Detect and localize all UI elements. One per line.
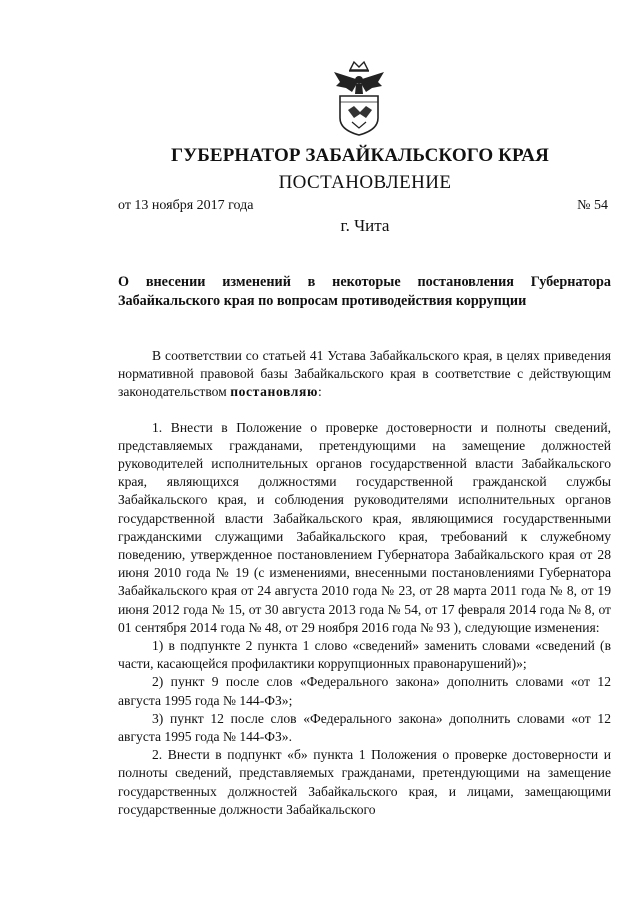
document-subject: О внесении изменений в некоторые постановления Губернатора Забайкальского края по вопросам противодействия коррупции	[118, 274, 611, 309]
preamble-end: :	[317, 384, 322, 400]
item-1-2-paragraph: 2) пункт 9 после слов «Федерального закона» дополнить словами «от 12 августа 1995 года № 144-ФЗ»;	[118, 674, 611, 708]
item-1-3-paragraph: 3) пункт 12 после слов «Федерального закона» дополнить словами «от 12 августа 1995 года № 144-ФЗ».	[118, 710, 611, 745]
preamble-action: постановляю	[230, 384, 318, 400]
preamble-text: В соответствии со статьей 41 Устава Забайкальского края, в целях приведения нормативной правовой базы Забайкальского края в соответствие с действующим законодательством	[118, 348, 611, 400]
document-type: ПОСТАНОВЛЕНИЕ	[278, 172, 452, 193]
document-date: от 13 ноября 2017 года	[118, 198, 254, 213]
item-2-paragraph: 2. Внести в подпункт «б» пункта 1 Положения о проверке достоверности и полноты сведений, представляемых гражданами, претендующими на замещение государственных должностей Забайкальского края, и лицами, замещающими государственные должности Забайкальского	[118, 747, 611, 817]
authority-title: ГУБЕРНАТОР ЗАБАЙКАЛЬСКОГО КРАЯ	[171, 145, 549, 166]
document-number: № 54	[577, 198, 608, 213]
document-body	[118, 347, 611, 819]
coat-of-arms-icon	[330, 58, 388, 138]
preamble-paragraph	[118, 347, 611, 402]
item-1-paragraph: 1. Внести в Положение о проверке достоверности и полноты сведений, представляемых гражданами, претендующими на замещение должностей руководителей исполнительных органов государственной власти Забайкальского края, являющихся должностями государственной гражданской службы Забайкальского края, и соблюдения руководителями исполнительных органов государственной власти Забайкальского края, являющимися государственными гражданскими служащими Забайкальского края, требований к служебному поведению, утвержденное постановлением Губернатора Забайкальского края от 28 июня 2010 года № 19 (с изменениями, внесенными постановлениями Губернатора Забайкальского края от 24 августа 2010 года № 23, от 28 марта 2011 года № 8, от 19 июня 2012 года № 15, от 30 августа 2013 года № 54, от 17 февраля 2014 года № 8, от 01 сентября 2014 года № 48, от 29 ноября 2016 года № 93 ), следующие изменения:	[118, 419, 611, 635]
item-1-1-paragraph: 1) в подпункте 2 пункта 1 слово «сведений» заменить словами «сведений (в части, касающейся профилактики коррупционных правонарушений)»;	[118, 638, 611, 672]
document-city: г. Чита	[340, 216, 390, 235]
